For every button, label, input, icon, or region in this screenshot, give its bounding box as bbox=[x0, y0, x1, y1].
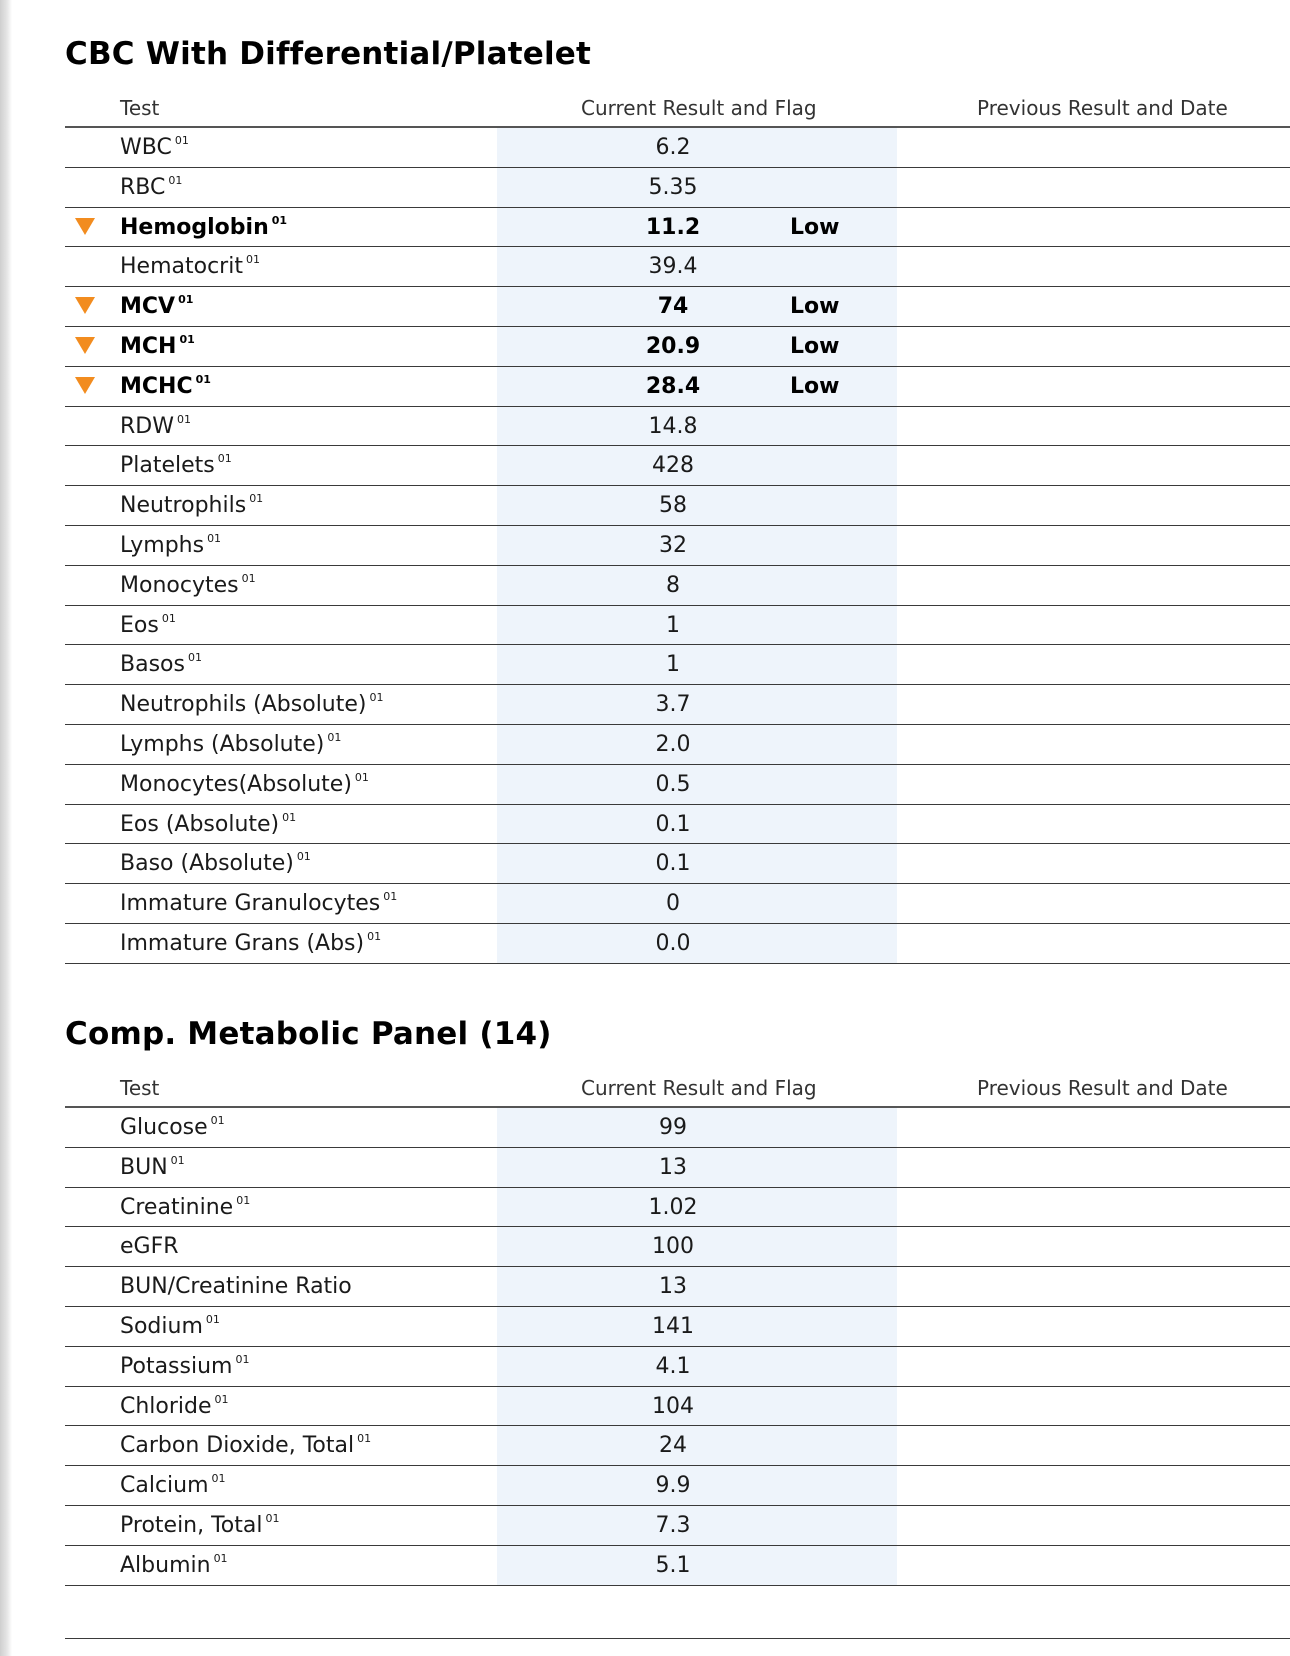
current-result-value: 100 bbox=[652, 1234, 694, 1260]
table-header bbox=[65, 1072, 1290, 1108]
current-result-value: 141 bbox=[652, 1313, 694, 1339]
test-name-text: MCHC bbox=[120, 373, 193, 399]
current-result-value: 4.1 bbox=[655, 1353, 691, 1379]
current-result-value: 99 bbox=[659, 1115, 687, 1140]
table-row bbox=[65, 645, 1290, 685]
test-name bbox=[120, 175, 182, 200]
test-name-text: Platelets bbox=[120, 453, 215, 479]
test-name bbox=[120, 692, 384, 717]
test-name bbox=[120, 453, 232, 478]
test-name-text: Eos bbox=[120, 612, 159, 638]
test-name-text: MCV bbox=[120, 294, 176, 320]
table-row bbox=[65, 446, 1290, 486]
lab-reference-superscript: 01 bbox=[369, 691, 384, 705]
test-name bbox=[120, 652, 202, 677]
current-result-value: 0.5 bbox=[655, 771, 691, 797]
current-result-value: 5.1 bbox=[655, 1552, 691, 1578]
current-result-value: 74 bbox=[657, 294, 689, 320]
table-row bbox=[65, 367, 1290, 407]
test-name bbox=[120, 772, 369, 797]
test-name bbox=[120, 135, 189, 160]
current-result-value: 13 bbox=[659, 1154, 687, 1180]
table-row bbox=[65, 765, 1290, 805]
lab-reference-superscript: 01 bbox=[217, 452, 232, 466]
lab-reference-superscript: 01 bbox=[357, 1432, 372, 1446]
test-name bbox=[120, 254, 260, 279]
lab-reference-superscript: 01 bbox=[168, 173, 183, 187]
table-row bbox=[65, 1307, 1290, 1347]
table-row bbox=[65, 1267, 1290, 1307]
table-row bbox=[65, 287, 1290, 327]
table-row bbox=[65, 1546, 1290, 1586]
test-name-text: Hemoglobin bbox=[120, 214, 269, 240]
lab-reference-superscript: 01 bbox=[213, 1551, 228, 1565]
low-flag-triangle-icon bbox=[75, 377, 95, 394]
test-name bbox=[120, 215, 287, 240]
current-result-value: 0.1 bbox=[655, 811, 691, 837]
table-row bbox=[65, 844, 1290, 884]
lab-reference-superscript: 01 bbox=[235, 1352, 250, 1366]
test-name bbox=[120, 1433, 371, 1458]
section-title-cbc: CBC With Differential/Platelet bbox=[65, 36, 592, 72]
test-name bbox=[120, 613, 176, 638]
test-name-text: BUN bbox=[120, 1154, 168, 1180]
current-result-value: 3.7 bbox=[655, 692, 691, 718]
test-name bbox=[120, 1354, 249, 1379]
table-row bbox=[65, 327, 1290, 367]
lab-reference-superscript: 01 bbox=[161, 611, 176, 625]
test-name-text: WBC bbox=[120, 135, 172, 160]
current-result-value: 8 bbox=[666, 572, 680, 598]
current-result-value: 6.2 bbox=[655, 135, 691, 160]
lab-reference-superscript: 01 bbox=[170, 1153, 185, 1167]
test-name bbox=[120, 334, 195, 359]
table-row bbox=[65, 526, 1290, 566]
test-name-text: Creatinine bbox=[120, 1194, 234, 1220]
test-name bbox=[120, 891, 397, 916]
result-flag: Low bbox=[790, 333, 840, 359]
test-name bbox=[120, 931, 381, 956]
test-name-text: Immature Granulocytes bbox=[120, 891, 381, 917]
test-name-text: BUN/Creatinine Ratio bbox=[120, 1274, 352, 1300]
lab-reference-superscript: 01 bbox=[211, 1472, 226, 1486]
section-title-cmp: Comp. Metabolic Panel (14) bbox=[65, 1016, 552, 1052]
table-row bbox=[65, 606, 1290, 646]
table-row bbox=[65, 685, 1290, 725]
table-row bbox=[65, 884, 1290, 924]
result-flag: Low bbox=[790, 294, 840, 320]
test-name-text: Protein, Total bbox=[120, 1512, 263, 1538]
test-name bbox=[120, 1513, 279, 1538]
header-previous-result: Previous Result and Date bbox=[977, 96, 1228, 120]
table-header bbox=[65, 92, 1290, 128]
lab-reference-superscript: 01 bbox=[367, 929, 382, 943]
test-name bbox=[120, 294, 193, 319]
current-result-value: 428 bbox=[652, 453, 694, 479]
lab-reference-superscript: 01 bbox=[176, 412, 191, 426]
test-name bbox=[120, 414, 191, 439]
table-row bbox=[65, 407, 1290, 447]
header-test: Test bbox=[120, 96, 160, 120]
test-name-text: Baso (Absolute) bbox=[120, 851, 294, 877]
test-name bbox=[120, 1394, 229, 1419]
table-row bbox=[65, 1466, 1290, 1506]
test-name-text: RBC bbox=[120, 174, 166, 200]
result-flag: Low bbox=[790, 373, 840, 399]
table-row bbox=[65, 486, 1290, 526]
lab-reference-superscript: 01 bbox=[271, 213, 288, 227]
test-name-text: Neutrophils bbox=[120, 493, 247, 519]
result-flag: Low bbox=[790, 214, 840, 240]
cmp-table bbox=[65, 1072, 1290, 1586]
test-name bbox=[120, 1274, 352, 1299]
current-result-value: 9.9 bbox=[655, 1473, 691, 1499]
lab-reference-superscript: 01 bbox=[296, 850, 311, 864]
lab-reference-superscript: 01 bbox=[214, 1392, 229, 1406]
lab-reference-superscript: 01 bbox=[241, 571, 256, 585]
current-result-value: 58 bbox=[659, 493, 687, 519]
test-name-text: Basos bbox=[120, 652, 185, 678]
current-result-value: 13 bbox=[659, 1274, 687, 1300]
test-name-text: Glucose bbox=[120, 1115, 208, 1140]
test-name bbox=[120, 374, 211, 399]
header-current-result: Current Result and Flag bbox=[581, 1076, 817, 1100]
table-row bbox=[65, 1148, 1290, 1188]
current-result-value: 20.9 bbox=[645, 333, 701, 359]
test-name bbox=[120, 812, 296, 837]
test-name-text: RDW bbox=[120, 413, 174, 439]
current-result-value: 39.4 bbox=[648, 254, 698, 280]
current-result-value: 28.4 bbox=[645, 373, 701, 399]
cbc-rows bbox=[65, 128, 1290, 964]
table-row bbox=[65, 1108, 1290, 1148]
table-row bbox=[65, 208, 1290, 248]
test-name bbox=[120, 493, 263, 518]
current-result-value: 5.35 bbox=[648, 174, 698, 200]
test-name bbox=[120, 1553, 228, 1578]
current-result-value: 0.0 bbox=[655, 930, 691, 956]
test-name-text: Lymphs bbox=[120, 532, 205, 558]
cbc-table bbox=[65, 92, 1290, 964]
test-name bbox=[120, 1115, 225, 1140]
page-bottom-rule bbox=[65, 1638, 1290, 1639]
test-name-text: Sodium bbox=[120, 1313, 203, 1339]
lab-reference-superscript: 01 bbox=[265, 1511, 280, 1525]
test-name bbox=[120, 1195, 250, 1220]
table-row bbox=[65, 1426, 1290, 1466]
test-name-text: Eos (Absolute) bbox=[120, 811, 280, 837]
lab-reference-superscript: 01 bbox=[210, 1114, 225, 1127]
test-name bbox=[120, 573, 256, 598]
test-name-text: Calcium bbox=[120, 1473, 209, 1499]
table-row bbox=[65, 247, 1290, 287]
table-row bbox=[65, 1227, 1290, 1267]
table-row bbox=[65, 725, 1290, 765]
current-result-value: 0.1 bbox=[655, 851, 691, 877]
test-name bbox=[120, 1314, 220, 1339]
table-row bbox=[65, 1387, 1290, 1427]
test-name-text: Monocytes(Absolute) bbox=[120, 771, 352, 797]
test-name bbox=[120, 1155, 185, 1180]
header-previous-result: Previous Result and Date bbox=[977, 1076, 1228, 1100]
lab-reference-superscript: 01 bbox=[187, 651, 202, 665]
current-result-value: 11.2 bbox=[645, 214, 701, 240]
table-row bbox=[65, 805, 1290, 845]
low-flag-triangle-icon bbox=[75, 337, 95, 354]
test-name bbox=[120, 851, 311, 876]
test-name bbox=[120, 1234, 179, 1259]
current-result-value: 14.8 bbox=[648, 413, 698, 439]
test-name-text: Neutrophils (Absolute) bbox=[120, 692, 367, 718]
test-name-text: Potassium bbox=[120, 1353, 233, 1379]
test-name-text: Albumin bbox=[120, 1552, 211, 1578]
current-result-value: 24 bbox=[659, 1433, 687, 1459]
table-row bbox=[65, 168, 1290, 208]
table-row bbox=[65, 1506, 1290, 1546]
test-name-text: Carbon Dioxide, Total bbox=[120, 1433, 355, 1459]
test-name-text: MCH bbox=[120, 333, 177, 359]
current-result-value: 7.3 bbox=[655, 1512, 691, 1538]
current-result-value: 1.02 bbox=[648, 1194, 698, 1220]
lab-reference-superscript: 01 bbox=[205, 1312, 220, 1326]
page-edge-shadow bbox=[0, 0, 12, 1656]
lab-reference-superscript: 01 bbox=[195, 372, 211, 386]
lab-reference-superscript: 01 bbox=[282, 810, 297, 824]
lab-reference-superscript: 01 bbox=[178, 293, 194, 307]
header-test: Test bbox=[120, 1076, 160, 1100]
header-current-result: Current Result and Flag bbox=[581, 96, 817, 120]
test-name bbox=[120, 533, 221, 558]
lab-reference-superscript: 01 bbox=[354, 770, 369, 784]
test-name-text: Chloride bbox=[120, 1393, 212, 1419]
lab-reference-superscript: 01 bbox=[174, 134, 189, 147]
lab-reference-superscript: 01 bbox=[383, 890, 398, 904]
table-row bbox=[65, 924, 1290, 964]
current-result-value: 1 bbox=[666, 652, 680, 678]
current-result-value: 0 bbox=[666, 891, 680, 917]
test-name bbox=[120, 732, 341, 757]
test-name-text: Immature Grans (Abs) bbox=[120, 930, 365, 956]
test-name-text: eGFR bbox=[120, 1234, 179, 1260]
lab-reference-superscript: 01 bbox=[207, 531, 222, 545]
current-result-value: 32 bbox=[659, 532, 687, 558]
lab-reference-superscript: 01 bbox=[249, 492, 264, 506]
current-result-value: 104 bbox=[652, 1393, 694, 1419]
test-name bbox=[120, 1473, 226, 1498]
current-result-value: 1 bbox=[666, 612, 680, 638]
lab-reference-superscript: 01 bbox=[236, 1193, 251, 1207]
cmp-rows bbox=[65, 1108, 1290, 1586]
table-row bbox=[65, 1347, 1290, 1387]
low-flag-triangle-icon bbox=[75, 218, 95, 235]
table-row bbox=[65, 1188, 1290, 1228]
lab-reference-superscript: 01 bbox=[327, 730, 342, 744]
current-result-value: 2.0 bbox=[655, 731, 691, 757]
table-row bbox=[65, 566, 1290, 606]
low-flag-triangle-icon bbox=[75, 297, 95, 314]
test-name-text: Lymphs (Absolute) bbox=[120, 731, 325, 757]
lab-reference-superscript: 01 bbox=[179, 332, 195, 346]
test-name-text: Monocytes bbox=[120, 572, 239, 598]
test-name-text: Hematocrit bbox=[120, 254, 243, 280]
lab-reference-superscript: 01 bbox=[245, 253, 260, 267]
table-row bbox=[65, 128, 1290, 168]
